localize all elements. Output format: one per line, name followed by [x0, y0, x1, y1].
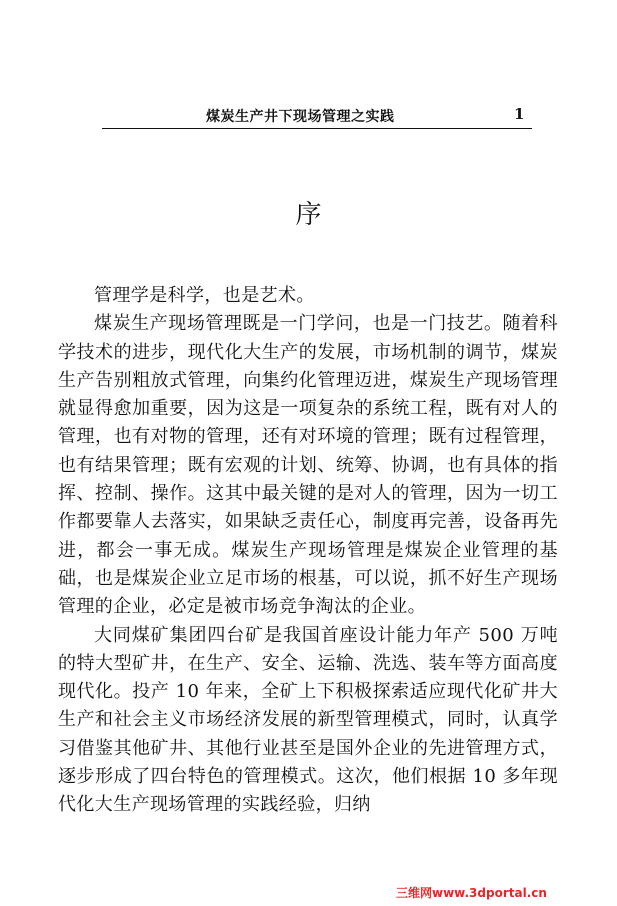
chapter-title: 序	[295, 200, 322, 230]
header-rule	[102, 128, 532, 129]
paragraph-3: 大同煤矿集团四台矿是我国首座设计能力年产 500 万吨的特大型矿井，在生产、安全、运输、洗选、装车等方面高度现代化。投产 10 年来，全矿上下积极探索适应现代化矿井大生产和社会主义市场经济发展的新型管理模式，同时，认真学习借鉴其他矿井、其他行业甚至是国外企业的先进管理方式，逐步形成了四台特色的管理模式。这次，他们根据 10 多年现代化大生产现场管理的实践经验，归纳	[58, 624, 558, 816]
body-text	[58, 282, 558, 820]
page-number: 1	[514, 105, 525, 123]
site-watermark: 三维网www.3dportal.cn	[396, 886, 547, 900]
running-title: 煤炭生产井下现场管理之实践	[206, 109, 395, 125]
paragraph-2: 煤炭生产现场管理既是一门学问，也是一门技艺。随着科学技术的进步，现代化大生产的发展，市场机制的调节，煤炭生产告别粗放式管理，向集约化管理迈进，煤炭生产现场管理就显得愈加重要，因为这是一项复杂的系统工程，既有对人的管理，也有对物的管理，还有对环境的管理；既有过程管理，也有结果管理；既有宏观的计划、统筹、协调，也有具体的指挥、控制、操作。这其中最关键的是对人的管理，因为一切工作都要靠人去落实，如果缺乏责任心，制度再完善，设备再先进，都会一事无成。煤炭生产现场管理是煤炭企业管理的基础，也是煤炭企业立足市场的根基，可以说，抓不好生产现场管理的企业，必定是被市场竞争淘汰的企业。	[58, 313, 558, 618]
running-header	[102, 102, 532, 128]
paragraph-1: 管理学是科学，也是艺术。	[94, 285, 315, 306]
